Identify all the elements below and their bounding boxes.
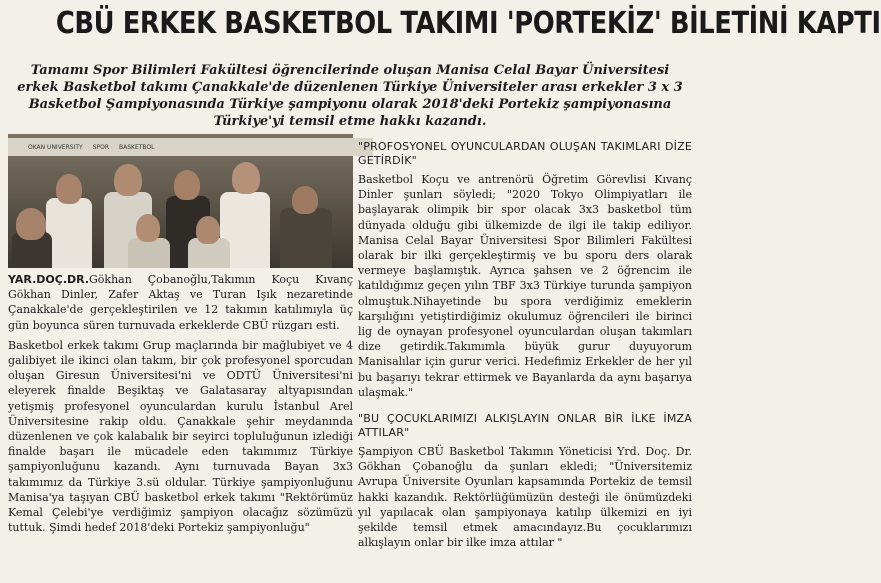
player-figure [136,214,160,242]
player-figure [174,170,200,200]
player-figure [232,162,260,194]
player-figure [196,216,220,244]
photo-banner [8,138,373,156]
byline-title: YAR.DOÇ.DR. [8,273,89,286]
right-paragraph-2: Şampiyon CBÜ Basketbol Takımın Yöneticisi Yrd. Doç. Dr. Gökhan Çobanoğlu da şunları ekledi; "Üniversitemiz Avrupa Üniversite Oyunları kapsamında Portekiz de temsil hakki kazandık. Rektörlüğümüzün desteği ile önümüzdeki yıl yapılacak olan şampiyonaya katılıp ülkemizi en iyi şekilde temsil etmek amacındayız.Bu çocuklarımızı alkışlayın onlar bir ilke imza attılar " [358,445,692,550]
right-paragraph-1: Basketbol Koçu ve antrenörü Öğretim Görevlisi Kıvanç Dinler şunları söyledi; "2020 Tokyo Olimpiyatları ile başlayarak olimpik bir spor olacak 3x3 basketbol tüm dünyada olduğu gibi ülkemizde de ilgi ile takip ediliyor. Manisa Celal Bayar Üniversitesi Spor Bilimleri Fakültesi olarak bir ilki gerçekleştirmiş ve bu sporu ders olarak vermeye başlamıştık. Ayrıca şahsen ve 2 öğrencim ile katıldığımız geçen yılın TBF 3x3 Türkiye turunda şampiyon olmuştuk.Nihayetinde bu spora verdiğimiz emeklerin karşılığını yetiştirdiğimiz okulumuz öğrencileri ile birinci lig de oynayan profesyonel oyunculardan oluşan takımları dize getirdik.Takımımla büyük gurur duyuyorum Manisalılar için gurur verici. Hedefimiz Erkekler de her yıl bu başarıyı tekrar ettirmek ve Bayanlarda da aynı başarıya ulaşmak." [358,173,692,399]
left-paragraph-1 [8,272,353,333]
left-column [8,272,353,540]
lede-paragraph: Tamamı Spor Bilimleri Fakültesi öğrencilerinde oluşan Manisa Celal Bayar Üniversitesi erkek Basketbol takımı Çanakkale'de düzenlenen Türkiye Üniversiteler arası erkekler 3 x 3 Basketbol Şampiyonasında Türkiye şampiyonu olarak 2018'deki Portekiz şampiyonasına Türkiye'yi temsil etme hakkı kazandı. [17,63,683,129]
left-paragraph-1-text: Gökhan Çobanoğlu,Takımın Koçu Kıvanç Gökhan Dinler, Zafer Aktaş ve Turan Işık nezaretinde Çanakkale'de gerçekleştirilen ve 12 takımın katılımıyla üç gün boyunca süren turnuvada erkeklerde CBÜ rüzgarı esti. [8,273,353,332]
headline: CBÜ ERKEK BASKETBOL TAKIMI 'PORTEKİZ' BİLETİNİ KAPTI [55,6,881,41]
player-figure [292,186,318,214]
photo-banner-text-3: BASKETBOL [119,143,155,151]
player-figure [16,208,46,240]
player-figure [46,198,92,268]
player-figure [280,208,332,268]
subheading-1: "PROFOSYONEL OYUNCULARDAN OLUŞAN TAKIMLARI DİZE GETİRDİK" [358,140,692,167]
team-photo [8,134,353,268]
right-column [358,140,692,554]
player-figure [128,238,170,268]
player-figure [56,174,82,204]
left-paragraph-2: Basketbol erkek takımı Grup maçlarında bir mağlubiyet ve 4 galibiyet ile ikinci olan takım, bir çok profesyonel sporcudan oluşan Giresun Üniversitesi'ni ve ODTÜ Üniversitesi'ni eleyerek finalde Beşiktaş ve Galatasaray altyapısından yetişmiş profesyonel oyunculardan kurulu İstanbul Arel Üniversitesine rakip oldu. Çanakkale şehir meydanında düzenlenen ve çok kalabalık bir seyirci topluluğunun izlediği finalde başarı ile mücadele eden takımımız Türkiye şampiyonluğunu kazandı. Aynı turnuvada Bayan 3x3 takımımız da Türkiye 3.sü oldular. Türkiye şampiyonluğunu Manisa'ya taşıyan CBÜ basketbol erkek takımı "Rektörümüz Kemal Çelebi'ye verdiğimiz şampiyon olacağız sözümüzü tuttuk. Şimdi hedef 2018'deki Portekiz şampiyonluğu" [8,338,353,535]
subheading-2: "BU ÇOCUKLARIMIZI ALKIŞLAYIN ONLAR BİR İLKE İMZA ATTILAR" [358,412,692,440]
photo-banner-text-1: OKAN UNIVERSITY [28,143,83,151]
photo-banner-text-2: SPOR [92,143,110,151]
player-figure [114,164,142,196]
